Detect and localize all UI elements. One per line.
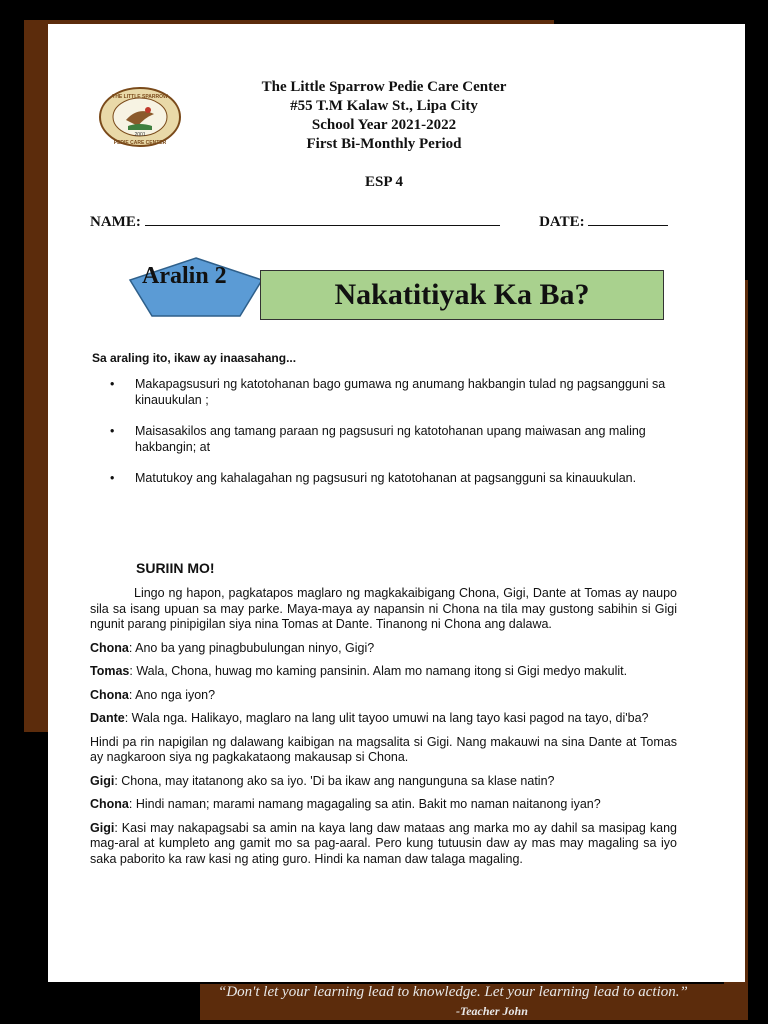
story-narration: Hindi pa rin napigilan ng dalawang kaibigan na magsalita si Gigi. Nang makauwi na sina Dante at Tomas ay nagkaroon siya ng pagkakataong makausap si Chona. <box>90 734 677 764</box>
logo-bottom-text: PEDIE CARE CENTER <box>113 140 167 146</box>
footer-quote: “Don't let your learning lead to knowledge. Let your learning lead to action.” <box>218 984 688 1000</box>
objectives-intro: Sa araling ito, ikaw ay inaasahang... <box>92 351 297 365</box>
dialogue-text: : Wala nga. Halikayo, maglaro na lang ulit tayoo umuwi na lang tayo kasi pagod na tayo, di'ba? <box>124 711 649 725</box>
quote-author: -Teacher John <box>456 1004 528 1018</box>
dialogue-line <box>90 688 677 704</box>
objective-item <box>110 470 670 486</box>
objective-text: Matutukoy ang kahalagahan ng pagsusuri ng katotohanan at pagsangguni sa kinauukulan. <box>135 471 637 485</box>
objectives-list <box>110 376 670 501</box>
bullet-mark: • <box>110 377 115 391</box>
objective-text: Makapagsusuri ng katotohanan bago gumawa ng anumang hakbangin tulad ng pagsangguni sa kinauukulan ; <box>135 377 666 407</box>
school-year: School Year 2021-2022 <box>311 117 457 133</box>
subject-label: ESP 4 <box>365 174 403 190</box>
logo-year: 2001 <box>134 132 146 138</box>
date-blank[interactable] <box>588 211 668 226</box>
dialogue-text: : Ano nga iyon? <box>128 687 216 702</box>
dialogue-text: : Hindi naman; marami namang magagaling sa atin. Bakit mo naman naitanong iyan? <box>128 797 601 811</box>
lesson-title: Nakatitiyak Ka Ba? <box>334 278 590 311</box>
bullet-mark: • <box>110 471 115 485</box>
speaker-name: Tomas <box>90 664 130 678</box>
date-label: DATE: <box>539 214 585 230</box>
dialogue-text: : Ano ba yang pinagbubulungan ninyo, Gigi? <box>128 640 375 655</box>
speaker-name: Chona <box>90 640 129 655</box>
objective-item <box>110 376 670 408</box>
speaker-name: Gigi <box>90 773 115 788</box>
school-header <box>0 78 768 154</box>
lesson-title-box <box>260 270 664 320</box>
dialogue-line <box>90 821 677 868</box>
name-label: NAME: <box>90 214 141 230</box>
dialogue-text: : Wala, Chona, huwag mo kaming pansinin. Alam mo namang itong si Gigi medyo makulit. <box>129 664 628 678</box>
name-blank[interactable] <box>145 211 500 226</box>
dialogue-text: : Kasi may nakapagsabi sa amin na kaya lang daw mataas ang marka mo ay dahil sa masipag kang mag-aral at kumpleto ang gamit mo sa pag-aaral. Pero kung tutuusin daw ay mas may magaling sa iyo saka paborito ka raw kasi ng ating guro. Hindi ka naman daw talaga magaling. <box>90 820 677 866</box>
speaker-name: Dante <box>90 711 125 725</box>
speaker-name: Chona <box>90 797 129 811</box>
school-address: #55 T.M Kalaw St., Lipa City <box>290 98 478 114</box>
logo-top-text: THE LITTLE SPARROW <box>112 94 168 100</box>
dialogue-line <box>90 797 677 813</box>
objective-item <box>110 423 670 455</box>
bullet-mark: • <box>110 424 115 438</box>
name-date-row <box>90 211 680 233</box>
objective-text: Maisasakilos ang tamang paraan ng pagsusuri ng katotohanan upang maiwasan ang maling hakbangin; at <box>135 424 646 454</box>
speaker-name: Chona <box>90 687 129 702</box>
dialogue-line <box>90 641 677 657</box>
grading-period: First Bi-Monthly Period <box>306 136 462 152</box>
dialogue-line <box>90 664 677 680</box>
dialogue-text: : Chona, may itatanong ako sa iyo. 'Di ba ikaw ang nangunguna sa klase natin? <box>114 773 555 788</box>
section-title: SURIIN MO! <box>136 560 215 576</box>
school-name: The Little Sparrow Pedie Care Center <box>261 79 507 95</box>
story-opening: Lingo ng hapon, pagkatapos maglaro ng magkakaibigang Chona, Gigi, Dante at Tomas ay naupo sila sa isang upuan sa may parke. Maya-maya ay napansin ni Chona na tila may gustong sabihin si Gigi ngunit parang pinipigilan siya nina Tomas at Dante. Tinanong ni Chona ang dalawa. <box>90 586 677 631</box>
speaker-name: Gigi <box>90 820 115 835</box>
lesson-label: Aralin 2 <box>142 263 227 289</box>
dialogue-line <box>90 774 677 790</box>
dialogue-line <box>90 711 677 727</box>
story-body <box>90 586 677 875</box>
